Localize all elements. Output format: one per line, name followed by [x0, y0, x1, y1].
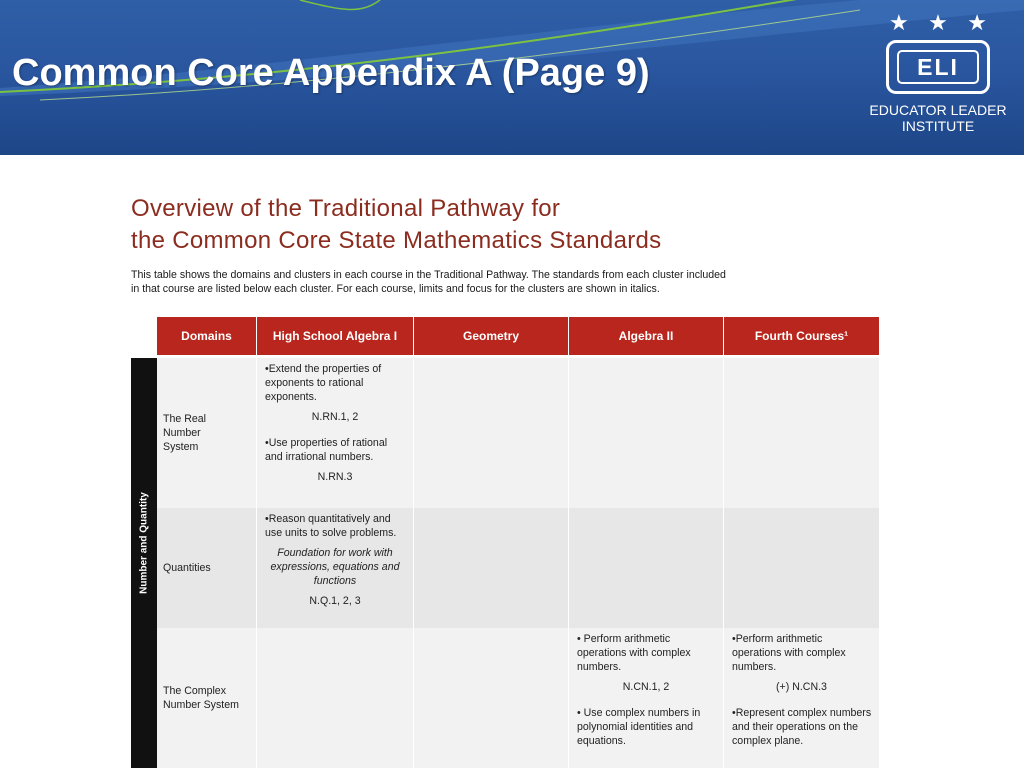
domain-name: The Complex Number System: [163, 685, 239, 711]
document-title-line-1: Overview of the Traditional Pathway for: [131, 195, 561, 222]
star-icon: ★: [967, 10, 987, 35]
geometry-cell: [414, 628, 569, 768]
standard-codes: N.RN.1, 2: [311, 411, 359, 423]
cluster-text: •Reason quantitatively and use units to solve problems.: [265, 513, 397, 539]
domain-name: The Real Number System: [163, 413, 206, 453]
table-row: [157, 508, 879, 628]
category-label: Number and Quantity: [138, 492, 150, 594]
fourth-courses-cell: [724, 628, 879, 768]
standard-codes: N.CN.1, 2: [622, 681, 670, 693]
star-icon: ★: [889, 10, 909, 35]
document-intro: [131, 268, 881, 296]
domain-cell: [157, 508, 257, 628]
cluster-text: • Perform arithmetic operations with complex numbers.: [577, 633, 691, 673]
header-domains: Domains: [157, 317, 257, 355]
algebra-1-cell: [257, 358, 414, 508]
table-row: [157, 358, 879, 508]
logo-stars: [889, 12, 987, 34]
table-row: [157, 628, 879, 768]
standard-codes: (+) N.CN.3: [776, 681, 827, 693]
intro-line-2: in that course are listed below each cluster. For each course, limits and focus for the clusters are shown in italics.: [131, 283, 660, 295]
geometry-cell: [414, 508, 569, 628]
algebra-1-cell: [257, 508, 414, 628]
algebra-2-cell: [569, 508, 724, 628]
header-algebra-2: Algebra II: [569, 317, 724, 355]
fourth-courses-cell: [724, 508, 879, 628]
standard-codes: N.Q.1, 2, 3: [309, 595, 361, 607]
focus-note: Foundation for work with expressions, equations and functions: [270, 547, 400, 587]
header-algebra-1: High School Algebra I: [257, 317, 414, 355]
domain-cell: [157, 358, 257, 508]
algebra-1-cell: [257, 628, 414, 768]
fourth-courses-cell: [724, 358, 879, 508]
geometry-cell: [414, 358, 569, 508]
cluster-text: •Use properties of rational and irrational numbers.: [265, 437, 388, 463]
category-side-bar: [131, 358, 157, 768]
cluster-text: •Extend the properties of exponents to rational exponents.: [265, 363, 382, 403]
eli-logo: [868, 12, 1008, 147]
domain-name: Quantities: [163, 562, 211, 574]
header-fourth-courses: Fourth Courses¹: [754, 329, 849, 343]
table-header-row: [157, 317, 879, 355]
cluster-text: •Perform arithmetic operations with complex numbers.: [732, 633, 846, 673]
logo-badge: [886, 40, 990, 94]
logo-line-2: INSTITUTE: [901, 118, 975, 134]
table-body: [157, 358, 879, 768]
slide-title: Common Core Appendix A (Page 9): [12, 52, 650, 94]
cluster-text: •Represent complex numbers and their operations on the complex plane.: [732, 707, 872, 747]
slide-header-banner: [0, 0, 1024, 155]
star-icon: ★: [928, 10, 948, 35]
header-geometry: Geometry: [414, 317, 569, 355]
intro-line-1: This table shows the domains and clusters in each course in the Traditional Pathway. The standards from each cluster included: [131, 269, 726, 281]
logo-abbr: ELI: [897, 50, 979, 84]
algebra-2-cell: [569, 628, 724, 768]
logo-line-1: EDUCATOR LEADER: [869, 102, 1007, 118]
document-title-line-2: the Common Core State Mathematics Standards: [131, 227, 662, 254]
standard-codes: N.RN.3: [317, 471, 353, 483]
domain-cell: [157, 628, 257, 768]
cluster-text: • Use complex numbers in polynomial identities and equations.: [577, 707, 701, 747]
algebra-2-cell: [569, 358, 724, 508]
document-title: [131, 193, 661, 257]
